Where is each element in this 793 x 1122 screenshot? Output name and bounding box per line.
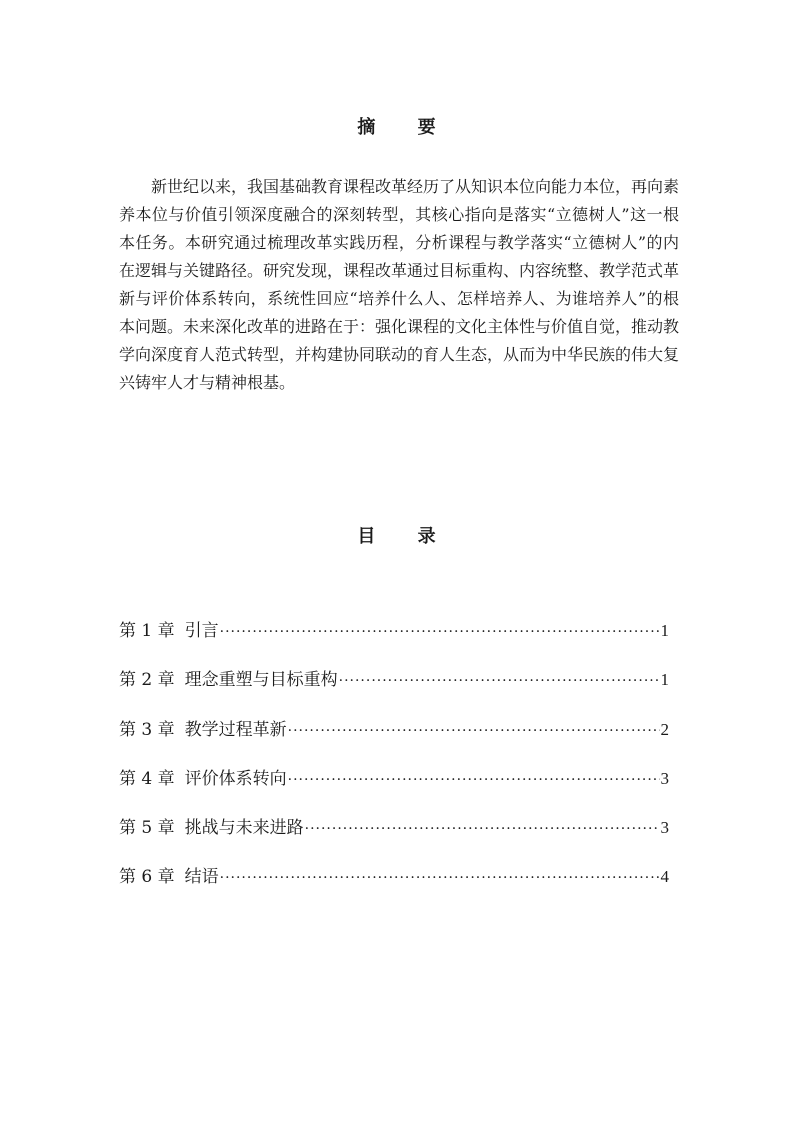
toc-entry[interactable] (119, 813, 669, 862)
toc-chapter-number: 第 5 章 (119, 818, 175, 839)
toc-leader-dots (220, 624, 660, 640)
toc-leader-dots (339, 673, 660, 689)
toc-leader-dots (288, 723, 660, 739)
table-of-contents (119, 616, 669, 912)
abstract-line: 本任务。本研究通过梳理改革实践历程，分析课程与教学落实“立德树人”的内 (119, 233, 679, 252)
toc-chapter-title: 引言 (184, 621, 219, 641)
abstract-line: 学向深度育人范式转型，并构建协同联动的育人生态，从而为中华民族的伟大复 (119, 345, 680, 364)
toc-page-number: 3 (660, 768, 669, 788)
toc-chapter-number: 第 6 章 (119, 867, 175, 888)
toc-chapter-title: 理念重塑与目标重构 (184, 670, 338, 691)
toc-page-number: 3 (660, 818, 669, 838)
toc-page-number: 2 (660, 719, 669, 739)
toc-entry[interactable] (119, 764, 669, 813)
abstract-line: 新世纪以来，我国基础教育课程改革经历了从知识本位向能力本位，再向素 (151, 177, 680, 196)
toc-leader-dots (220, 870, 660, 886)
toc-page-number: 1 (660, 670, 669, 690)
toc-entry[interactable] (119, 616, 669, 665)
toc-chapter-title: 挑战与未来进路 (184, 818, 304, 839)
toc-entry[interactable] (119, 862, 669, 911)
toc-chapter-number: 第 3 章 (119, 719, 175, 740)
toc-entry[interactable] (119, 715, 669, 764)
toc-chapter-title: 教学过程革新 (184, 719, 287, 740)
abstract-heading: 摘 要 (357, 117, 454, 138)
toc-page-number: 1 (660, 621, 669, 640)
abstract-line: 养本位与价值引领深度融合的深刻转型，其核心指向是落实“立德树人”这一根 (119, 205, 679, 224)
toc-page-number: 4 (660, 867, 669, 887)
toc-heading: 目 录 (357, 526, 454, 547)
toc-leader-dots (288, 772, 660, 788)
abstract-line: 新与评价体系转向，系统性回应“培养什么人、怎样培养人、为谁培养人”的根 (119, 289, 679, 308)
abstract-line: 在逻辑与关键路径。研究发现，课程改革通过目标重构、内容统整、教学范式革 (119, 261, 680, 280)
abstract-line: 兴铸牢人才与精神根基。 (119, 373, 296, 392)
toc-chapter-title: 评价体系转向 (184, 768, 287, 789)
abstract-body (119, 173, 679, 397)
toc-leader-dots (305, 821, 660, 837)
toc-entry[interactable] (119, 665, 669, 714)
toc-chapter-title: 结语 (184, 867, 219, 888)
toc-chapter-number: 第 1 章 (119, 621, 175, 641)
abstract-line: 本问题。未来深化改革的进路在于：强化课程的文化主体性与价值自觉，推动教 (119, 317, 680, 336)
toc-chapter-number: 第 2 章 (119, 670, 175, 691)
toc-chapter-number: 第 4 章 (119, 768, 175, 789)
